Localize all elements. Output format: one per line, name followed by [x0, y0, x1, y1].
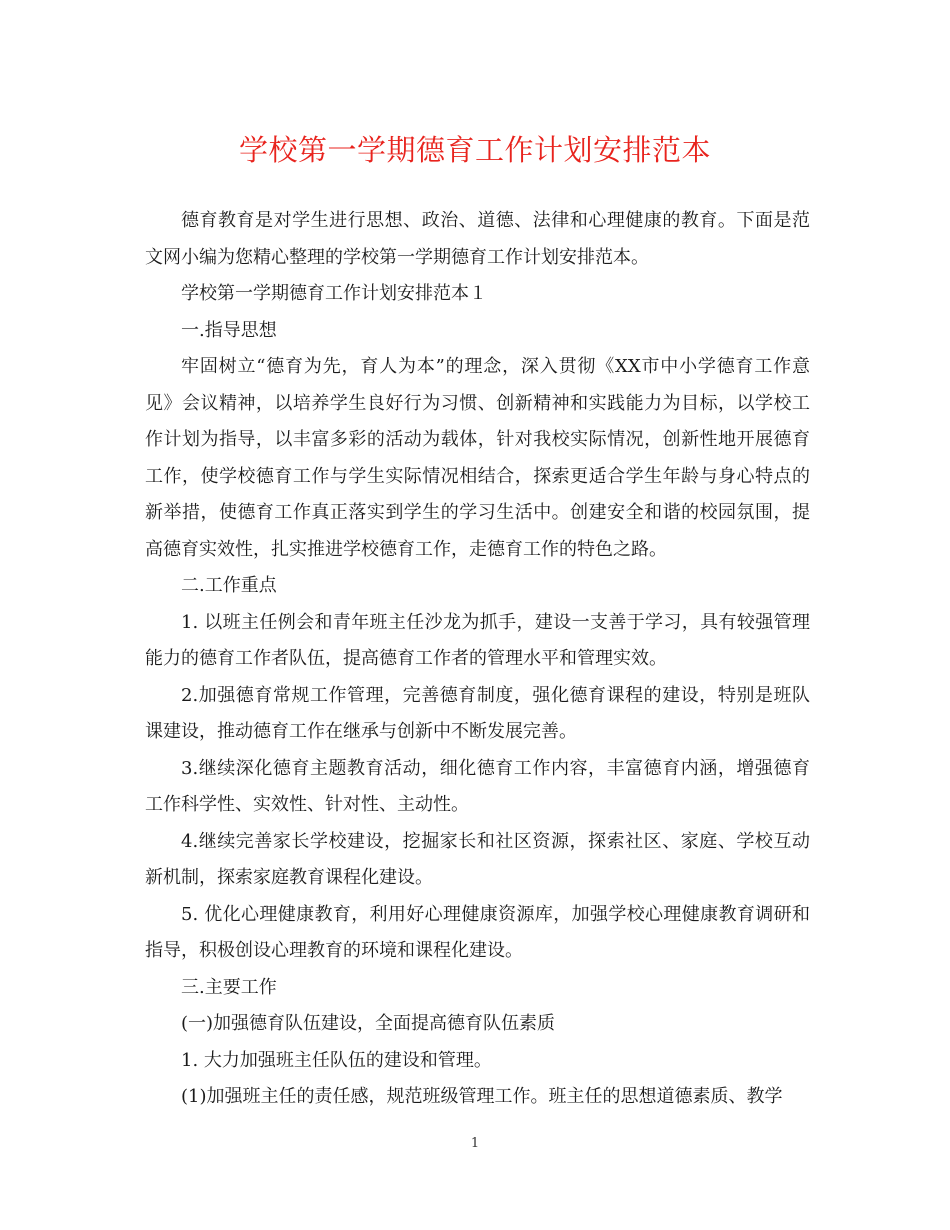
list-item: 3.继续深化德育主题教育活动，细化德育工作内容，丰富德育内涵，增强德育工作科学性、实效性、针对性、主动性。 — [145, 757, 810, 815]
list-item: 1. 大力加强班主任队伍的建设和管理。 — [181, 1049, 492, 1071]
paragraph-intro: 德育教育是对学生进行思想、政治、道德、法律和心理健康的教育。下面是范文网小编为您精心整理的学校第一学期德育工作计划安排范本。 — [145, 210, 810, 268]
list-item: 5. 优化心理健康教育，利用好心理健康资源库，加强学校心理健康教育调研和指导，积极创设心理教育的环境和课程化建设。 — [145, 903, 810, 961]
section-heading-1: 一.指导思想 — [181, 319, 277, 341]
section-heading-2: 二.工作重点 — [181, 575, 277, 596]
document-body — [145, 203, 810, 1116]
paragraph-guiding-thought: 牢固树立“德育为先，育人为本”的理念，深入贯彻《XX市中小学德育工作意见》会议精神，以培养学生良好行为习惯、创新精神和实践能力为目标，以学校工作计划为指导，以丰富多彩的活动为载体，针对我校实际情况，创新性地开展德育工作，使学校德育工作与学生实际情况相结合，探索更适合学生年龄与身心特点的新举措，使德育工作真正落实到学生的学习生活中。创建安全和谐的校园氛围，提高德育实效性，扎实推进学校德育工作，走德育工作的特色之路。 — [145, 356, 810, 560]
section-heading-3: 三.主要工作 — [181, 976, 277, 998]
list-item: 2.加强德育常规工作管理，完善德育制度，强化德育课程的建设，特别是班队课建设，推动德育工作在继承与创新中不断发展完善。 — [145, 684, 810, 742]
paragraph-subtitle: 学校第一学期德育工作计划安排范本１ — [181, 283, 487, 304]
document-title: 学校第一学期德育工作计划安排范本 — [238, 133, 711, 167]
list-item: 1. 以班主任例会和青年班主任沙龙为抓手，建设一支善于学习，具有较强管理能力的德育工作者队伍，提高德育工作者的管理水平和管理实效。 — [145, 611, 810, 669]
page-number: 1 — [470, 1136, 480, 1151]
list-item: (1)加强班主任的责任感，规范班级管理工作。班主任的思想道德素质、教学 — [181, 1086, 783, 1107]
subsection-heading: (一)加强德育队伍建设，全面提高德育队伍素质 — [181, 1013, 556, 1034]
list-item: 4.继续完善家长学校建设，挖掘家长和社区资源，探索社区、家庭、学校互动新机制，探索家庭教育课程化建设。 — [145, 830, 810, 888]
